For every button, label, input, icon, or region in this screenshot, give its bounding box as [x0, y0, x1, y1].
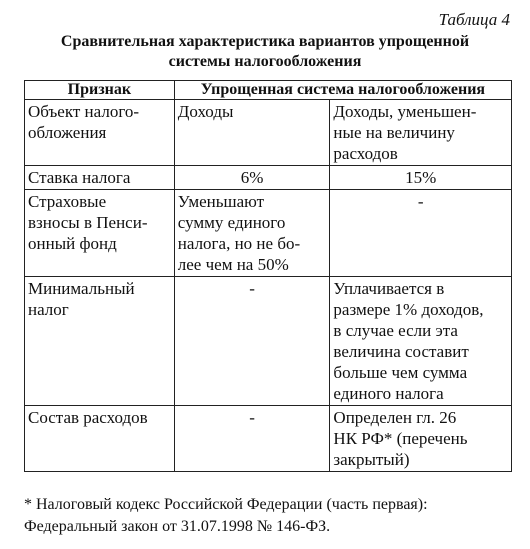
- table-row: [25, 190, 512, 277]
- cell-text: сумму единого: [177, 213, 286, 232]
- cell-text: 15%: [405, 168, 437, 187]
- cell-text: взносы в Пенси-: [28, 213, 148, 232]
- header-simplified-system: Упрощенная система налогообложения: [174, 81, 511, 100]
- table-row: [25, 100, 512, 166]
- comparison-table: [24, 80, 512, 472]
- cell-text: обложения: [28, 123, 107, 142]
- cell-text: Доходы: [177, 102, 234, 121]
- footnote-line: Федеральный закон от 31.07.1998 № 146-ФЗ.: [24, 518, 331, 535]
- cell-text: Уплачивается в: [333, 279, 445, 298]
- cell-text: в случае если эта: [333, 321, 458, 340]
- cell-text: размере 1% доходов,: [333, 300, 484, 319]
- cell-text: единого налога: [333, 384, 444, 403]
- cell-text: -: [249, 408, 255, 427]
- feature-cell: [25, 406, 175, 472]
- cell-text: расходов: [333, 144, 398, 163]
- cell-text: Доходы, уменьшен-: [333, 102, 477, 121]
- cell-text: Страховые: [28, 192, 107, 211]
- cell-text: величина составит: [333, 342, 469, 361]
- income-cell: [174, 190, 330, 277]
- cell-text: больше чем сумма: [333, 363, 468, 382]
- income-minus-expenses-cell: [330, 277, 512, 406]
- cell-text: Уменьшают: [177, 192, 265, 211]
- income-minus-expenses-cell: [330, 100, 512, 166]
- cell-text: 6%: [240, 168, 264, 187]
- cell-text: НК РФ* (перечень: [333, 429, 468, 448]
- feature-cell: [25, 166, 175, 190]
- cell-text: лее чем на 50%: [177, 255, 289, 274]
- cell-text: -: [249, 279, 255, 298]
- footnote: [24, 494, 520, 538]
- title-line: системы налогообложения: [168, 53, 362, 70]
- cell-text: Определен гл. 26: [333, 408, 457, 427]
- table-title: [0, 32, 530, 72]
- income-cell: [174, 100, 330, 166]
- cell-text: онный фонд: [28, 234, 117, 253]
- feature-cell: [25, 100, 175, 166]
- footnote-line: * Налоговый кодекс Российской Федерации (часть первая):: [24, 496, 428, 513]
- cell-text: Состав расходов: [28, 408, 148, 427]
- income-cell: [174, 277, 330, 406]
- income-minus-expenses-cell: [330, 190, 512, 277]
- header-feature: Признак: [25, 81, 175, 100]
- header-row: [25, 81, 512, 100]
- table-row: [25, 277, 512, 406]
- cell-text: Объект налого-: [28, 102, 140, 121]
- table-label: Таблица 4: [438, 10, 510, 29]
- table-row: [25, 166, 512, 190]
- cell-text: ные на величину: [333, 123, 455, 142]
- feature-cell: [25, 277, 175, 406]
- table-row: [25, 406, 512, 472]
- cell-text: закрытый): [333, 450, 410, 469]
- income-cell: [174, 406, 330, 472]
- cell-text: налог: [28, 300, 69, 319]
- income-minus-expenses-cell: [330, 406, 512, 472]
- cell-text: Минимальный: [28, 279, 135, 298]
- cell-text: -: [417, 192, 424, 211]
- feature-cell: [25, 190, 175, 277]
- cell-text: налога, но не бо-: [177, 234, 301, 253]
- income-cell: [174, 166, 330, 190]
- income-minus-expenses-cell: [330, 166, 512, 190]
- cell-text: Ставка налога: [28, 168, 131, 187]
- title-line: Сравнительная характеристика вариантов упрощенной: [60, 33, 470, 50]
